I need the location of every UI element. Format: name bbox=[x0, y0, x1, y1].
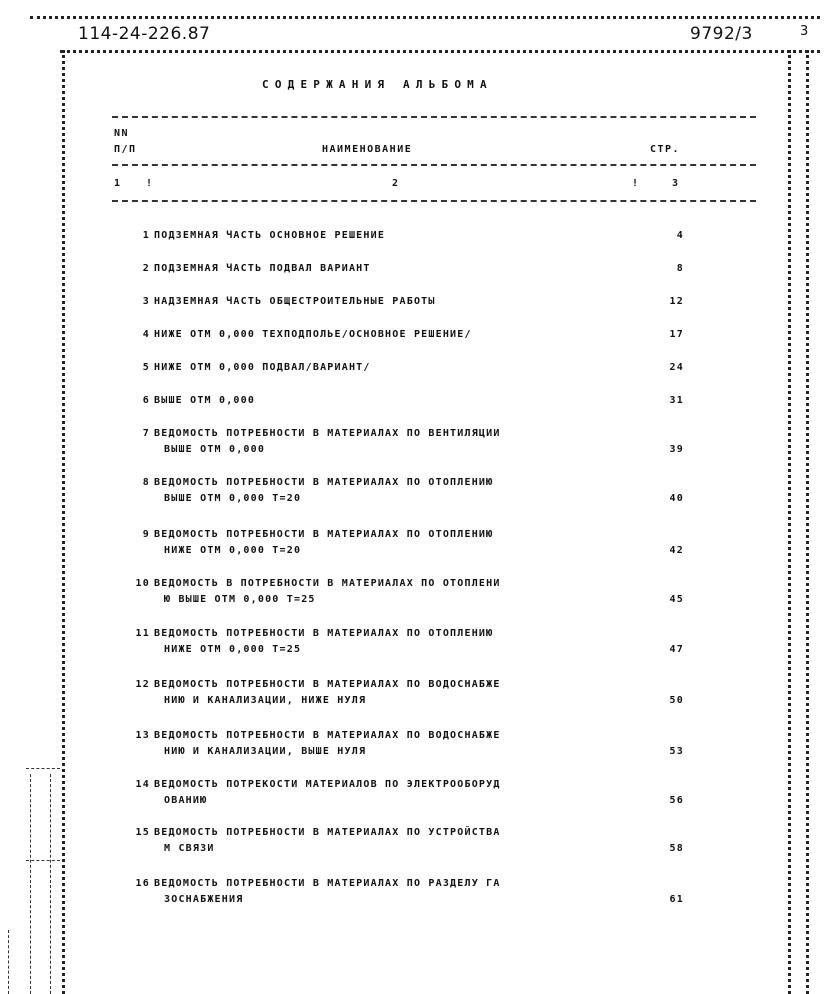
stub-line-c bbox=[8, 930, 9, 994]
page-title: СОДЕРЖАНИЯ АЛЬБОМА bbox=[262, 78, 493, 91]
binding-stub bbox=[0, 760, 80, 994]
list-item: 16 ВЕДОМОСТЬ ПОТРЕБНОСТИ В МАТЕРИАЛАХ ПО РАЗДЕЛУ ГА ЗОСНАБЖЕНИЯ 61 bbox=[124, 876, 684, 908]
list-item: 4 НИЖЕ ОТМ 0,000 ТЕХПОДПОЛЬЕ/ОСНОВНОЕ РЕШЕНИЕ/ 17 bbox=[124, 327, 684, 343]
page-number: 58 bbox=[669, 843, 684, 854]
list-item: 12 ВЕДОМОСТЬ ПОТРЕБНОСТИ В МАТЕРИАЛАХ ПО ВОДОСНАБЖЕ НИЮ И КАНАЛИЗАЦИИ, НИЖЕ НУЛЯ 50 bbox=[124, 677, 684, 709]
stub-line-b bbox=[50, 774, 51, 994]
frame-right-border-outer bbox=[806, 50, 809, 994]
list-item: 14 ВЕДОМОСТЬ ПОТРЕКОСТИ МАТЕРИАЛОВ ПО ЭЛЕКТРООБОРУД ОВАНИЮ 56 bbox=[124, 777, 684, 809]
list-item: 11 ВЕДОМОСТЬ ПОТРЕБНОСТИ В МАТЕРИАЛАХ ПО ОТОПЛЕНИЮ НИЖЕ ОТМ 0,000 Т=25 47 bbox=[124, 626, 684, 658]
sheet-number: 9792/3 bbox=[690, 24, 753, 44]
list-item: 15 ВЕДОМОСТЬ ПОТРЕБНОСТИ В МАТЕРИАЛАХ ПО УСТРОЙСТВА М СВЯЗИ 58 bbox=[124, 825, 684, 857]
list-item: 7 ВЕДОМОСТЬ ПОТРЕБНОСТИ В МАТЕРИАЛАХ ПО ВЕНТИЛЯЦИИ ВЫШЕ ОТМ 0,000 39 bbox=[124, 426, 684, 458]
stub-mid-rule bbox=[26, 860, 60, 861]
frame-right-border bbox=[788, 50, 791, 994]
frame-top-border bbox=[30, 16, 820, 19]
page-number: 12 bbox=[669, 296, 684, 307]
col-name-header: НАИМЕНОВАНИЕ bbox=[322, 144, 413, 155]
list-item: 8 ВЕДОМОСТЬ ПОТРЕБНОСТИ В МАТЕРИАЛАХ ПО ОТОПЛЕНИЮ ВЫШЕ ОТМ 0,000 Т=20 40 bbox=[124, 475, 684, 507]
page-number: 42 bbox=[669, 545, 684, 556]
page-number: 17 bbox=[669, 329, 684, 340]
list-item: 6 ВЫШЕ ОТМ 0,000 31 bbox=[124, 393, 684, 409]
index-rule bbox=[112, 200, 756, 202]
list-item: 10 ВЕДОМОСТЬ В ПОТРЕБНОСТИ В МАТЕРИАЛАХ ПО ОТОПЛЕНИ Ю ВЫШЕ ОТМ 0,000 Т=25 45 bbox=[124, 576, 684, 608]
col-index-divider-2: ! bbox=[632, 178, 640, 189]
page-number: 8 bbox=[676, 263, 684, 274]
page-number: 39 bbox=[669, 444, 684, 455]
page-number: 24 bbox=[669, 362, 684, 373]
header-bottom-border bbox=[60, 50, 820, 53]
page-number: 4 bbox=[676, 230, 684, 241]
list-item: 9 ВЕДОМОСТЬ ПОТРЕБНОСТИ В МАТЕРИАЛАХ ПО ОТОПЛЕНИЮ НИЖЕ ОТМ 0,000 Т=20 42 bbox=[124, 527, 684, 559]
col-index-divider-1: ! bbox=[146, 178, 154, 189]
header-rule bbox=[112, 164, 756, 166]
col-page-header: СТР. bbox=[650, 144, 681, 155]
list-item: 5 НИЖЕ ОТМ 0,000 ПОДВАЛ/ВАРИАНТ/ 24 bbox=[124, 360, 684, 376]
doc-code: 114-24-226.87 bbox=[78, 24, 211, 44]
page-number: 40 bbox=[669, 493, 684, 504]
page-number: 53 bbox=[669, 746, 684, 757]
page-number: 45 bbox=[669, 594, 684, 605]
list-item: 3 НАДЗЕМНАЯ ЧАСТЬ ОБЩЕСТРОИТЕЛЬНЫЕ РАБОТЫ 12 bbox=[124, 294, 684, 310]
list-item: 2 ПОДЗЕМНАЯ ЧАСТЬ ПОДВАЛ ВАРИАНТ 8 bbox=[124, 261, 684, 277]
page-number: 47 bbox=[669, 644, 684, 655]
col-index-2: 2 bbox=[392, 178, 400, 189]
col-num-header-line2: П/П bbox=[114, 144, 137, 155]
col-index-1: 1 bbox=[114, 178, 122, 189]
page-number: 61 bbox=[669, 894, 684, 905]
table-top-rule bbox=[112, 116, 756, 118]
list-item: 13 ВЕДОМОСТЬ ПОТРЕБНОСТИ В МАТЕРИАЛАХ ПО ВОДОСНАБЖЕ НИЮ И КАНАЛИЗАЦИИ, ВЫШЕ НУЛЯ 53 bbox=[124, 728, 684, 760]
list-item: 1 ПОДЗЕМНАЯ ЧАСТЬ ОСНОВНОЕ РЕШЕНИЕ 4 bbox=[124, 228, 684, 244]
page-number: 56 bbox=[669, 795, 684, 806]
page-number: 50 bbox=[669, 695, 684, 706]
page-number: 31 bbox=[669, 395, 684, 406]
col-index-3: 3 bbox=[672, 178, 680, 189]
stub-line-a bbox=[30, 774, 31, 994]
sheet-mark: 3 bbox=[800, 24, 809, 39]
col-num-header-line1: NN bbox=[114, 128, 130, 139]
stub-top-rule bbox=[26, 768, 60, 769]
